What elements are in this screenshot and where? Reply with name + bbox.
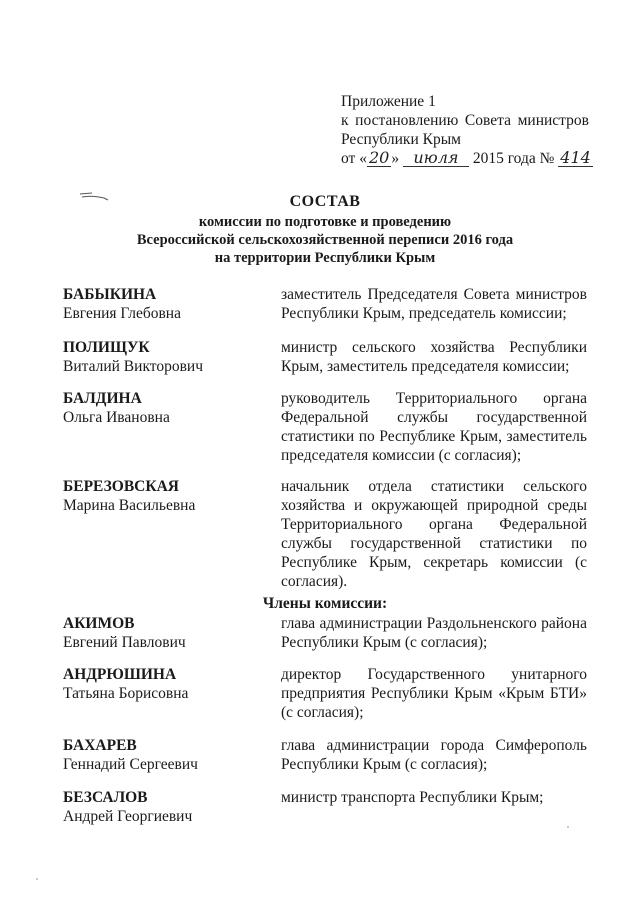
member-surname: БЕЗСАЛОВ <box>63 789 148 806</box>
member-surname: АКИМОВ <box>63 615 135 632</box>
member-surname: БЕРЕЗОВСКАЯ <box>63 478 179 495</box>
member-given-name: Геннадий Сергеевич <box>63 756 198 773</box>
handwritten-order-number: 414 <box>560 148 591 167</box>
title-subline-1: комиссии по подготовке и проведению <box>198 214 452 230</box>
date-prefix: от « <box>341 150 367 167</box>
member-name <box>63 614 273 652</box>
member-given-name: Марина Васильевна <box>63 497 196 514</box>
title-subline-2: Всероссийской сельскохозяйственной переписи 2016 года <box>136 232 514 248</box>
member-role: глава администрации Раздольненского района Республики Крым (с согласия); <box>281 615 587 651</box>
appendix-date-line: от « 20 » июля 2015 года № 414 <box>341 148 591 167</box>
member-given-name: Евгения Глебовна <box>63 305 181 322</box>
appendix-line2 <box>341 111 589 130</box>
title-subline-3: на территории Республики Крым <box>214 250 436 266</box>
member-role: глава администрации города Симферополь Республики Крым (с согласия); <box>281 737 587 773</box>
handwritten-month: июля <box>403 150 469 167</box>
appendix-line2-word: постановлению <box>355 112 459 129</box>
member-name <box>63 338 273 376</box>
member-surname: ПОЛИЩУК <box>63 339 150 356</box>
member-role: начальник отдела статистики сельского хозяйства и окружающей природной среды Территориального органа Федеральной службы государственной статистики по Республике Крым, секретарь комиссии (с согласия). <box>281 478 587 590</box>
member-name <box>63 477 273 515</box>
member-role: министр сельского хозяйства Республики Крым, заместитель председателя комиссии; <box>281 339 587 375</box>
date-year: 2015 года № <box>472 150 555 167</box>
member-surname: БАХАРЕВ <box>63 737 137 754</box>
member-surname: БАЛДИНА <box>63 390 142 407</box>
document-title: СОСТАВ <box>289 193 361 210</box>
appendix-line1: Приложение 1 <box>341 93 436 110</box>
handwritten-day: 20 <box>368 148 390 167</box>
member-name <box>63 389 273 427</box>
scan-speck <box>567 826 569 828</box>
member-role: руководитель Территориального органа Федеральной службы государственной статистики по Республике Крым, заместитель председателя комиссии (с согласия); <box>281 390 587 464</box>
member-name <box>63 285 273 323</box>
member-name <box>63 788 273 826</box>
member-given-name: Ольга Ивановна <box>63 409 170 426</box>
appendix-block <box>341 92 589 168</box>
member-role: заместитель Председателя Совета министров Республики Крым, председатель комиссии; <box>281 286 587 322</box>
member-given-name: Андрей Георгиевич <box>63 808 193 825</box>
member-role: директор Государственного унитарного предприятия Республики Крым «Крым БТИ» (с согласия); <box>281 666 587 721</box>
member-given-name: Виталий Викторович <box>63 358 203 375</box>
member-name <box>63 736 273 774</box>
members-heading: Члены комиссии: <box>262 595 388 612</box>
member-given-name: Евгений Павлович <box>63 634 186 651</box>
appendix-line2-word: к <box>341 112 349 129</box>
appendix-line3: Республики Крым <box>341 131 461 148</box>
scan-speck <box>36 878 38 880</box>
appendix-line2-word: Совета <box>464 112 511 129</box>
member-surname: АНДРЮШИНА <box>63 666 177 683</box>
appendix-line2-word: министров <box>517 112 589 129</box>
member-role: министр транспорта Республики Крым; <box>281 789 544 806</box>
member-given-name: Татьяна Борисовна <box>63 685 189 702</box>
member-surname: БАБЫКИНА <box>63 286 157 303</box>
member-name <box>63 665 273 703</box>
